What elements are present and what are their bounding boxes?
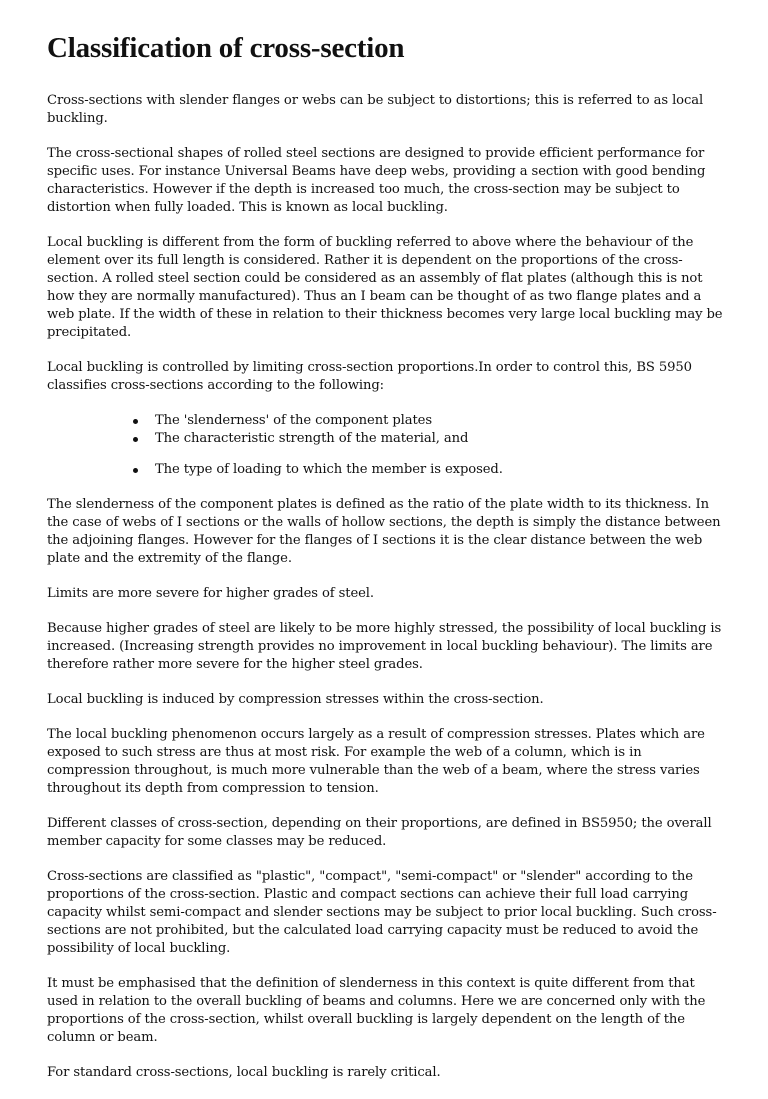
document-page [47, 26, 725, 1099]
paragraph: For standard cross-sections, local buckling is rarely critical. [47, 1065, 441, 1080]
paragraph: Cross-sections are classified as "plastic", "compact", "semi-compact" or "slender" according to the proportions of the cross-section. Plastic and compact sections can achieve their full load carrying capacity whilst semi-compact and slender sections may be subject to prior local buckling. Such cross-sections are not prohibited, but the calculated load carrying capacity must be reduced to avoid the possibility of local buckling. [47, 869, 717, 956]
paragraph: Local buckling is controlled by limiting cross-section proportions.In order to control this, BS 5950 classifies cross-sections according to the following: [47, 360, 692, 393]
list-item: The type of loading to which the member is exposed. [133, 461, 725, 479]
paragraph: The local buckling phenomenon occurs largely as a result of compression stresses. Plates which are exposed to such stress are thus at most risk. For example the web of a column, which is in compression throughout, is much more vulnerable than the web of a beam, where the stress varies throughout its depth from compression to tension. [47, 727, 705, 796]
paragraph: It must be emphasised that the definition of slenderness in this context is quite different from that used in relation to the overall buckling of beams and columns. Here we are concerned only with the proportions of the cross-section, whilst overall buckling is largely dependent on the length of the column or beam. [47, 976, 706, 1045]
list-item: The 'slenderness' of the component plates [133, 412, 725, 430]
list-item: The characteristic strength of the material, and [133, 430, 725, 448]
paragraph: Different classes of cross-section, depending on their proportions, are defined in BS5950; the overall member capacity for some classes may be reduced. [47, 816, 712, 849]
paragraph: Cross-sections with slender flanges or webs can be subject to distortions; this is referred to as local buckling. [47, 93, 704, 126]
paragraph: Local buckling is induced by compression stresses within the cross-section. [47, 692, 544, 707]
classification-criteria-list [47, 412, 725, 479]
paragraph: Local buckling is different from the form of buckling referred to above where the behaviour of the element over its full length is considered. Rather it is dependent on the proportions of the cross-section. A rolled steel section could be considered as an assembly of flat plates (although this is not how they are normally manufactured). Thus an I beam can be thought of as two flange plates and a web plate. If the width of these in relation to their thickness becomes very large local buckling may be precipitated. [47, 235, 723, 340]
paragraph: The cross-sectional shapes of rolled steel sections are designed to provide efficient performance for specific uses. For instance Universal Beams have deep webs, providing a section with good bending characteristics. However if the depth is increased too much, the cross-section may be subject to distortion when fully loaded. This is known as local buckling. [47, 146, 706, 215]
document-title: Classification of cross-section [47, 32, 405, 64]
paragraph: Limits are more severe for higher grades of steel. [47, 586, 374, 601]
paragraph: The slenderness of the component plates is defined as the ratio of the plate width to its thickness. In the case of webs of I sections or the walls of hollow sections, the depth is simply the distance between the adjoining flanges. However for the flanges of I sections it is the clear distance between the web plate and the extremity of the flange. [47, 497, 721, 566]
paragraph: Because higher grades of steel are likely to be more highly stressed, the possibility of local buckling is increased. (Increasing strength provides no improvement in local buckling behaviour). The limits are therefore rather more severe for the higher steel grades. [47, 621, 722, 672]
